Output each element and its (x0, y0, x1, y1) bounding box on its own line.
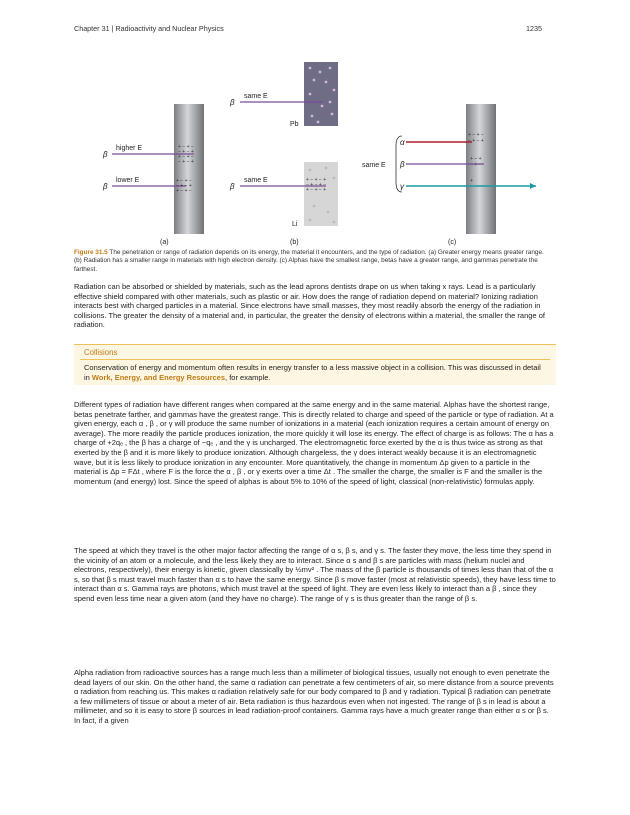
note-title: Collisions (84, 348, 118, 357)
alpha-label-c: α (400, 138, 405, 147)
ionization-cluster-a-high (178, 144, 194, 165)
same-e-label-b-bottom: same E (244, 177, 268, 184)
note-body (84, 363, 546, 382)
same-e-label-b-top: same E (244, 93, 268, 100)
ionization-cluster-b (306, 177, 326, 193)
material-cylinder-c (466, 104, 496, 234)
pb-label: Pb (290, 121, 299, 128)
svg-text:− + −: − + − (470, 162, 482, 168)
note-divider (80, 359, 550, 360)
lower-e-label: lower E (116, 177, 140, 184)
paragraph-shielding: Radiation can be absorbed or shielded by materials, such as the lead aprons dentists drape on us when taking x rays. Lead is a particularly effective shield compared with other materials, such as plastic or air. How does the range of radiation depend on material? Ionizing radiation interacts best with charged particles in a material. Since electrons have small masses, they most readily absorb the energy of the radiation in collisions. The greater the density of a material and, in particular, the greater the density of electrons within a material, the smaller the range of radiation. (74, 282, 545, 330)
gamma-label-c: γ (400, 182, 404, 191)
panel-a-label: (a) (160, 239, 169, 246)
figure-caption-text: The penetration or range of radiation depends on its energy, the material it encounters, and the type of radiation. (a) Greater energy means greater range. (b) Radiation has a smaller range in materials with high electron density. (c) Alphas have the smallest range, betas have a greater range, and gammas penetrate the farthest. (74, 249, 544, 273)
svg-text:− + − +: − + − + (176, 183, 192, 189)
panel-c-label: (c) (448, 239, 457, 246)
note-text: Conservation of energy and momentum often results in energy transfer to a less massive object in a collision. This was discussed in detail in (84, 363, 541, 382)
beta-label-c: β (400, 160, 405, 169)
beta-label-a-low: β (103, 182, 108, 191)
collisions-note-box (74, 344, 556, 385)
material-cylinder-a (174, 104, 204, 234)
svg-text:+ − + −: + − + − (176, 188, 192, 194)
li-label: Li (292, 221, 298, 228)
svg-text:+ − + −: + − + − (178, 154, 194, 160)
svg-text:+ − + −: + − + − (176, 178, 192, 184)
radiation-range-figure (74, 56, 544, 248)
svg-text:+ − +: + − + (470, 156, 482, 162)
svg-text:+ − + − +: + − + − + (306, 187, 327, 193)
panel-b-label: (b) (290, 239, 299, 246)
running-header-chapter: Chapter 31 | Radioactivity and Nuclear Physics (74, 24, 224, 33)
paragraph-alpha-range: Alpha radiation from radioactive sources has a range much less than a millimeter of biological tissues, usually not enough to even penetrate the dead layers of our skin. On the other hand, the same α radiation can penetrate a few centimeters of air, so mere distance from a source prevents α radiation from reaching us. This makes α radiation relatively safe for our body compared to β and γ radiation. Typical β radiation can penetrate a few millimeters of tissue or about a meter of air. Beta radiation is thus hazardous even when not ingested. The range of β s in lead is about a millimeter, and so it is easy to store β sources in lead radiation-proof containers. Gamma rays have a much greater range than either α s or β s. In fact, if a given (74, 668, 554, 725)
svg-text:− + − +: − + − + (178, 149, 194, 155)
page-number: 1235 (526, 24, 542, 33)
note-tail: , for example. (225, 372, 271, 382)
svg-text:+ − + −: + − + − (178, 144, 194, 150)
beta-label-a-high: β (103, 150, 108, 159)
paragraph-charge-effect: Different types of radiation have different ranges when compared at the same energy and in the same material. Alphas have the shortest range, betas penetrate farther, and gammas have the greatest range. This is directly related to charge and speed of the particle or type of radiation. At a given energy, each α , β , or γ will produce the same number of ionizations in a material (each ionization requires a certain amount of energy on average). The more readily the particle produces ionization, the more quickly it will lose its energy. The effect of charge is as follows: The α has a charge of +2qₑ , the β has a charge of −qₑ , and the γ is uncharged. The electromagnetic force exerted by the α is thus twice as strong as that exerted by the β and it is more likely to produce ionization. Although chargeless, the γ does interact weakly because it is an electromagnetic wave, but it is less likely to produce ionization in any encounter. More quantitatively, the change in momentum Δp given to a particle in the material is Δp = FΔt , where F is the force the α , β , or γ exerts over a time Δt . The smaller the charge, the smaller is F and the smaller is the momentum (and energy) lost. Since the speed of alphas is about 5% to 10% of the speed of light, classical (non-relativistic) formulas apply. (74, 400, 554, 486)
svg-text:− + − +: − + − + (178, 159, 194, 165)
figure-label: Figure 31.5 (74, 249, 108, 256)
ionization-cluster-a-low (176, 178, 192, 194)
work-energy-link[interactable]: Work, Energy, and Energy Resources (91, 372, 226, 382)
svg-text:+ − + − +: + − + − + (306, 177, 327, 183)
higher-e-label: higher E (116, 145, 143, 152)
lithium-block (304, 162, 338, 226)
beta-label-b-top: β (230, 98, 235, 107)
svg-text:− + − +: − + − + (468, 138, 484, 144)
beta-label-b-bottom: β (230, 182, 235, 191)
svg-text:− + − + −: − + − + − (306, 182, 327, 188)
figure-caption (74, 249, 544, 274)
paragraph-speed-effect: The speed at which they travel is the other major factor affecting the range of α s, β s, and γ s. The faster they move, the less time they spend in the vicinity of an atom or a molecule, and the less likely they are to interact. Since α s and β s are particles with mass (helium nuclei and electrons, respectively), their energy is kinetic, given classically by ½mv² . The mass of the β particle is thousands of times less than that of the α s, so that β s must travel much faster than α s to have the same energy. Since β s move faster (most at relativistic speeds), they have less time to interact than α s. Gamma rays are photons, which must travel at the speed of light. They are even less likely to interact than a β , since they spend even less time near a given atom (and they have no charge). The range of γ s is thus greater than the range of β s. (74, 546, 556, 603)
svg-text:+ − + −: + − + − (468, 132, 484, 138)
same-e-label-c: same E (362, 162, 386, 169)
svg-text:+: + (470, 178, 473, 184)
